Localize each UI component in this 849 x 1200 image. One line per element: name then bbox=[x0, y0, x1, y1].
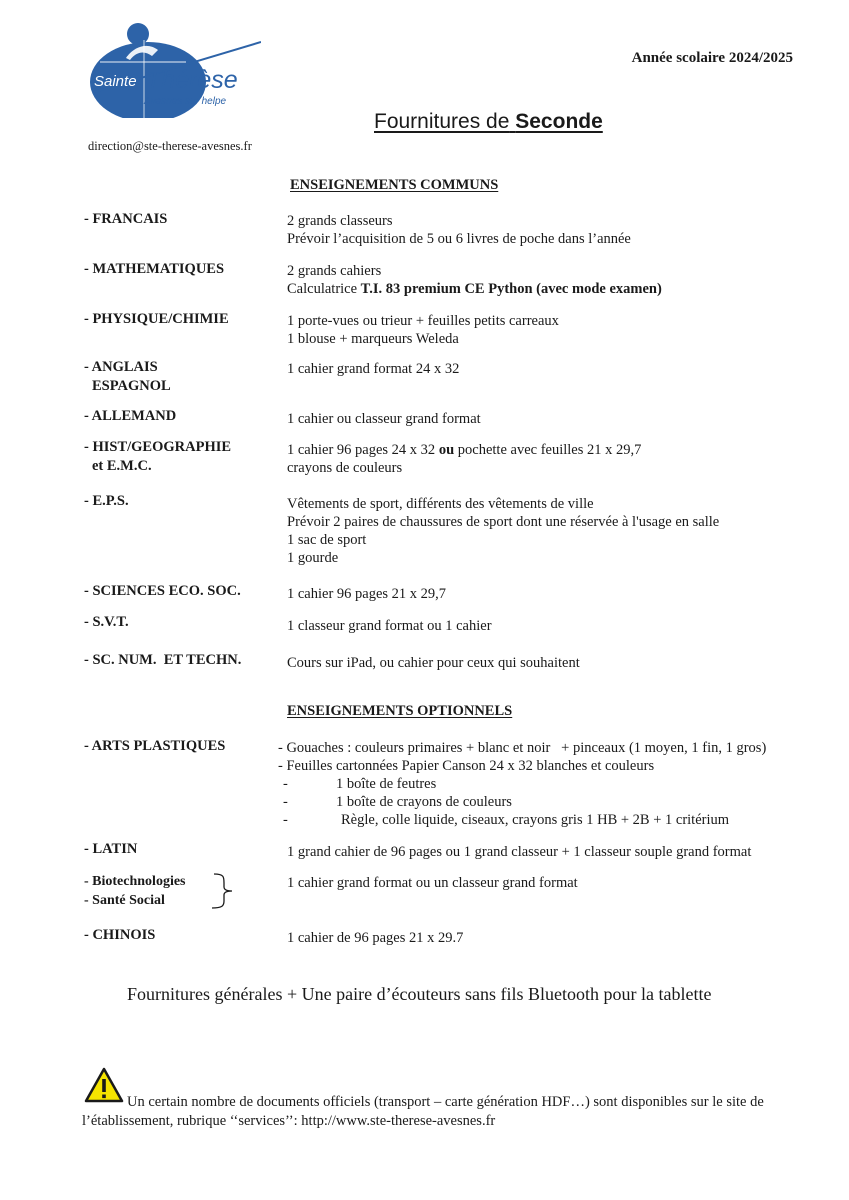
supply-line: 1 blouse + marqueurs Weleda bbox=[287, 331, 459, 347]
logo-tagline: Avesnes sur helpe bbox=[144, 96, 227, 107]
supplies-sc-num-techn bbox=[287, 654, 580, 672]
title-prefix: Fournitures de bbox=[374, 110, 510, 133]
supply-line: - Gouaches : couleurs primaires + blanc et noir + pinceaux (1 moyen, 1 fin, 1 gros) bbox=[278, 740, 767, 756]
supply-line bbox=[287, 280, 662, 298]
supplies-physique-chimie bbox=[287, 312, 559, 348]
supply-line: 1 cahier grand format 24 x 32 bbox=[287, 361, 460, 377]
supply-line bbox=[287, 441, 641, 459]
subject-francais: - FRANCAIS bbox=[84, 211, 168, 227]
supply-line: 2 grands classeurs bbox=[287, 213, 393, 229]
supply-line bbox=[278, 775, 766, 793]
school-logo bbox=[86, 22, 261, 118]
section-heading-common: ENSEIGNEMENTS COMMUNS bbox=[290, 177, 499, 193]
supply-line: Vêtements de sport, différents des vêtements de ville bbox=[287, 496, 594, 512]
supply-line bbox=[278, 811, 766, 829]
subject-mathematiques: - MATHEMATIQUES bbox=[84, 261, 225, 277]
supplies-anglais-espagnol bbox=[287, 360, 459, 378]
supply-text: Calculatrice bbox=[287, 281, 361, 297]
subject-latin: - LATIN bbox=[84, 841, 138, 857]
supplies-francais bbox=[287, 212, 631, 248]
logo-word-therese: Thérèse bbox=[146, 66, 238, 94]
supply-line: - Feuilles cartonnées Papier Canson 24 x 32 blanches et couleurs bbox=[278, 758, 655, 774]
supply-or: ou bbox=[438, 442, 455, 458]
general-supplies-note: Fournitures générales + Une paire d’écouteurs sans fils Bluetooth pour la tablette bbox=[127, 984, 712, 1004]
supplies-svt bbox=[287, 617, 492, 635]
bullet-dash: - bbox=[283, 776, 288, 792]
supplies-eps bbox=[287, 495, 719, 567]
subject-emc: et E.M.C. bbox=[92, 458, 152, 474]
section-heading-optional: ENSEIGNEMENTS OPTIONNELS bbox=[287, 703, 513, 719]
bullet-dash: - bbox=[283, 812, 288, 828]
school-year: Année scolaire 2024/2025 bbox=[631, 50, 793, 66]
supply-line: 1 cahier 96 pages 21 x 29,7 bbox=[287, 586, 447, 602]
subject-biotech-sante bbox=[84, 872, 186, 910]
subject-sante-social: - Santé Social bbox=[84, 893, 165, 908]
contact-email: direction@ste-therese-avesnes.fr bbox=[88, 139, 252, 153]
supply-line bbox=[278, 793, 766, 811]
supply-line: Prévoir 2 paires de chaussures de sport dont une réservée à l'usage en salle bbox=[287, 514, 720, 530]
supply-text: 1 boîte de feutres bbox=[336, 776, 437, 792]
subject-biotechnologies: - Biotechnologies bbox=[84, 874, 186, 889]
supply-text: Règle, colle liquide, ciseaux, crayons gris 1 HB + 2B + 1 critérium bbox=[341, 812, 730, 828]
calculator-model: T.I. 83 premium CE Python (avec mode examen) bbox=[360, 281, 662, 297]
subject-anglais: - ANGLAIS bbox=[84, 359, 158, 375]
supply-line: 1 cahier ou classeur grand format bbox=[287, 411, 481, 427]
supplies-allemand bbox=[287, 410, 481, 428]
supply-line: 1 cahier grand format ou un classeur grand format bbox=[287, 875, 578, 891]
subject-allemand: - ALLEMAND bbox=[84, 408, 177, 424]
title-level: Seconde bbox=[515, 110, 603, 133]
subject-hist-geo-line1: - HIST/GEOGRAPHIE bbox=[84, 439, 232, 455]
subject-espagnol: ESPAGNOL bbox=[92, 378, 171, 394]
supply-line: 1 sac de sport bbox=[287, 532, 367, 548]
supplies-hist-geo bbox=[287, 441, 641, 477]
subject-sc-num-techn: - SC. NUM. ET TECHN. bbox=[84, 652, 242, 668]
supply-line: 1 cahier de 96 pages 21 x 29.7 bbox=[287, 930, 464, 946]
supply-line: 1 porte-vues ou trieur + feuilles petits carreaux bbox=[287, 313, 559, 329]
supply-line: 1 classeur grand format ou 1 cahier bbox=[287, 618, 492, 634]
subject-anglais-espagnol bbox=[84, 358, 171, 396]
subject-sciences-eco-soc: - SCIENCES ECO. SOC. bbox=[84, 583, 241, 599]
supplies-biotech-sante bbox=[287, 874, 578, 892]
bullet-dash: - bbox=[283, 794, 288, 810]
supplies-mathematiques bbox=[287, 262, 662, 298]
subject-chinois: - CHINOIS bbox=[84, 927, 156, 943]
supplies-sciences-eco-soc bbox=[287, 585, 446, 603]
subject-hist-geo bbox=[84, 438, 231, 476]
supply-line: Cours sur iPad, ou cahier pour ceux qui souhaitent bbox=[287, 655, 580, 671]
supply-line: Prévoir l’acquisition de 5 ou 6 livres de poche dans l’année bbox=[287, 231, 631, 247]
page-title bbox=[374, 110, 603, 134]
supplies-chinois bbox=[287, 929, 463, 947]
supplies-arts-plastiques bbox=[278, 739, 766, 829]
supply-line: 2 grands cahiers bbox=[287, 263, 382, 279]
supply-line: 1 grand cahier de 96 pages ou 1 grand classeur + 1 classeur souple grand format bbox=[287, 844, 752, 860]
subject-arts-plastiques: - ARTS PLASTIQUES bbox=[84, 738, 226, 754]
supplies-latin bbox=[287, 843, 751, 861]
subject-eps: - E.P.S. bbox=[84, 493, 129, 509]
documents-notice: Un certain nombre de documents officiels (transport – carte génération HDF…) sont disponibles sur le site de l’établissement, rubrique ‘‘services’’: http://www.ste-therese-avesnes.fr bbox=[82, 1094, 764, 1129]
supply-text: 1 boîte de crayons de couleurs bbox=[336, 794, 512, 810]
supply-line: crayons de couleurs bbox=[287, 460, 403, 476]
subject-physique-chimie: - PHYSIQUE/CHIMIE bbox=[84, 311, 229, 327]
supply-line: 1 gourde bbox=[287, 550, 339, 566]
subject-svt: - S.V.T. bbox=[84, 614, 129, 630]
supply-text: pochette avec feuilles 21 x 29,7 bbox=[454, 442, 642, 458]
logo-word-sainte: Sainte bbox=[94, 73, 137, 90]
supply-text: 1 cahier 96 pages 24 x 32 bbox=[287, 442, 439, 458]
brace-symbol bbox=[210, 871, 236, 911]
